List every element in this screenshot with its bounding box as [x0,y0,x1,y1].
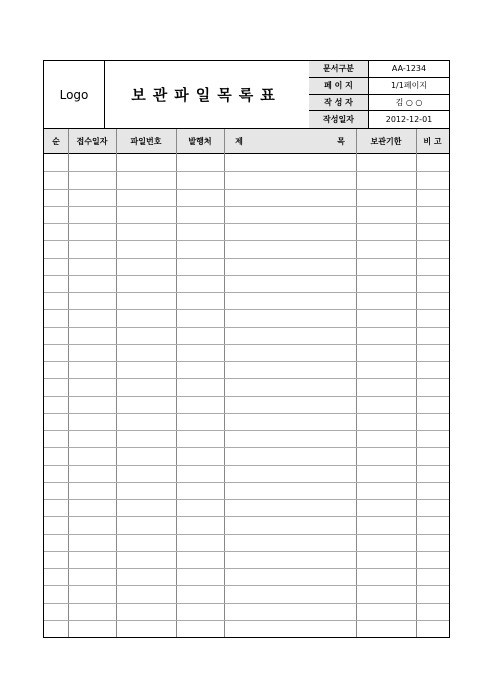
info-value: 2012-12-01 [385,115,433,125]
table-row-divider [44,275,449,276]
column-header-remarks: 비 고 [423,136,442,146]
table-row-divider [44,292,449,293]
table-row-divider [44,585,449,586]
info-value: 1/1페이지 [390,81,428,91]
table-row-divider [44,309,449,310]
info-label: 작성일자 [309,111,369,128]
file-list-table [44,128,449,637]
table-row-divider [44,189,449,190]
info-row-date [309,111,449,128]
column-header-issuer: 발행처 [188,136,212,146]
table-row-divider [44,171,449,172]
column-header-receipt-date: 접수일자 [76,136,108,146]
document-title: 보관파일목록표 [104,61,310,128]
table-row-divider [44,327,449,328]
column-header-subject-1: 제 [235,136,243,146]
table-row-divider [44,223,449,224]
table-row-divider [44,534,449,535]
document-header [44,61,449,128]
document-sheet [43,60,450,638]
info-row-author [309,95,449,112]
table-row-divider [44,516,449,517]
table-row-divider [44,620,449,621]
info-value: 김 ○ ○ [395,97,423,107]
table-row-divider [44,465,449,466]
table-row-divider [44,344,449,345]
column-header-retention-period: 보관기한 [370,136,402,146]
table-row-divider [44,568,449,569]
info-label: 문서구분 [309,61,369,77]
table-row-divider [44,258,449,259]
table-row-divider [44,430,449,431]
table-row-divider [44,361,449,362]
logo: Logo [44,61,105,128]
info-label: 작 성 자 [309,95,369,111]
table-row-divider [44,499,449,500]
table-header-row [44,129,449,154]
table-row-divider [44,206,449,207]
table-row-divider [44,482,449,483]
column-header-subject-2: 목 [337,136,345,146]
column-header-number: 순 [52,136,60,146]
table-row-divider [44,603,449,604]
table-row-divider [44,240,449,241]
info-label: 페 이 지 [309,78,369,94]
table-row-divider [44,447,449,448]
info-row-document-type [309,61,449,78]
document-info-box [309,61,449,128]
info-row-page [309,78,449,95]
column-header-file-number: 파일번호 [130,136,162,146]
table-row-divider [44,413,449,414]
table-row-divider [44,396,449,397]
table-row-divider [44,378,449,379]
table-row-divider [44,551,449,552]
info-value: AA-1234 [391,64,427,74]
